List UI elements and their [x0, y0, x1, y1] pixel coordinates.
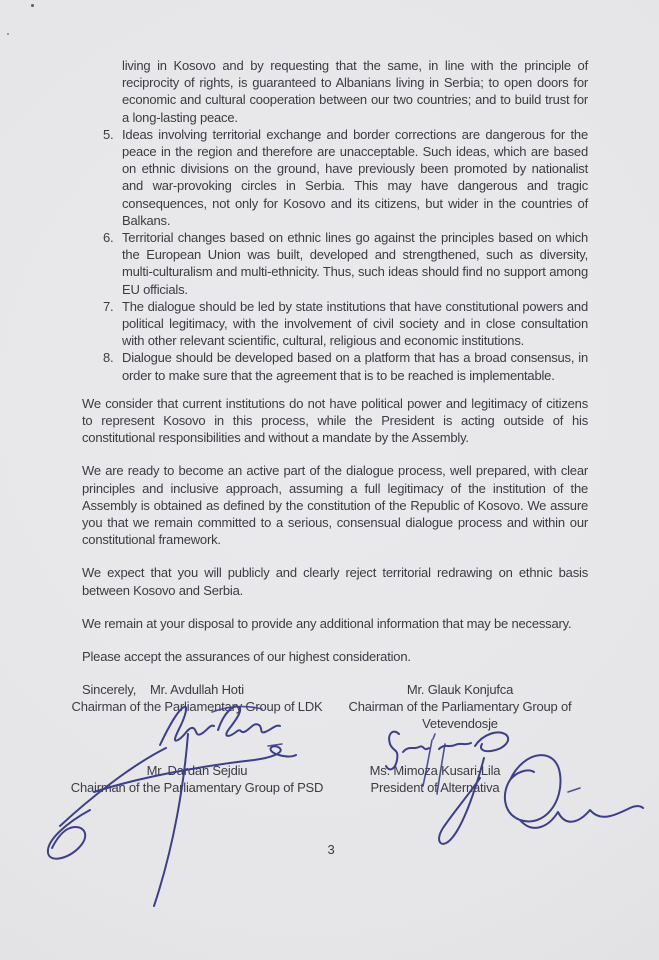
- list-item-text: Territorial changes based on ethnic lines go against the principles based on which the European Union was built, developed and strengthened, such as diversity, multi-culturalism and multi-ethnicity. Thus, such ideas should find no support among EU officials.: [122, 230, 588, 297]
- numbered-list: [103, 126, 588, 384]
- list-item-number: 8.: [103, 350, 114, 366]
- signatory-name: Ms. Mimoza Kusari-Lila: [369, 763, 501, 778]
- paragraph: We expect that you will publicly and clearly reject territorial redrawing on ethnic basis between Kosovo and Serbia.: [82, 565, 588, 598]
- list-item-text: The dialogue should be led by state institutions that have constitutional powers and political legitimacy, with the involvement of civil society and in close consultation with other relevant scientific, cultural, religious and economic institutions.: [122, 298, 588, 349]
- signatory-name: Mr. Avdullah Hoti: [150, 682, 244, 697]
- list-item-text: Ideas involving territorial exchange and border corrections are dangerous for the peace in the region and therefore are unacceptable. Such ideas, which are based on ethnic divisions on the ground, have previously been promoted by nationalist and war-provoking circles in Serbia. This may have dangerous and tragic consequences, not only for Kosovo and its citizens, but wider in the countries of Balkans.: [122, 126, 588, 228]
- list-item: [103, 229, 588, 298]
- page-number: 3: [327, 842, 335, 857]
- list-item-number: 7.: [103, 298, 114, 314]
- signatory-title-line2: Vetevendosje: [422, 716, 498, 731]
- signatory-block-sejdiu: [67, 762, 327, 796]
- signatory-block-kusari: [335, 762, 535, 796]
- list-item-text: Dialogue should be developed based on a platform that has a broad consensus, in order to make sure that the agreement that is to be reached is implementable.: [122, 350, 588, 383]
- paragraph: We remain at your disposal to provide any additional information that may be necessary.: [82, 615, 572, 631]
- list-item: [103, 298, 588, 350]
- paragraph-continuation: living in Kosovo and by requesting that the same, in line with the principle of reciprocity of rights, is guaranteed to Albanians living in Serbia; to open doors for economic and cultural cooperation between our two countries; and to build trust for a long-lasting peace.: [122, 58, 588, 125]
- signatory-block-konjufca: [342, 681, 578, 732]
- signatory-title: Chairman of the Parliamentary Group of PSD: [70, 780, 324, 795]
- signatory-name: Mr. Glauk Konjufca: [406, 682, 514, 697]
- list-item-number: 6.: [103, 230, 114, 246]
- signatory-title: Chairman of the Parliamentary Group of: [348, 699, 572, 714]
- list-item-number: 5.: [103, 126, 114, 142]
- paper-speck: [31, 4, 34, 7]
- signatory-title: President of Alternativa: [370, 780, 500, 795]
- signatory-name: Mr. Dardan Sejdiu: [146, 763, 248, 778]
- signatory-block-hoti: [67, 681, 327, 715]
- signatory-title: Chairman of the Parliamentary Group of LDK: [71, 699, 323, 714]
- closing-salutation: Sincerely,: [82, 682, 137, 698]
- list-item: [103, 126, 588, 229]
- paragraph: We consider that current institutions do not have political power and legitimacy of citizens to represent Kosovo in this process, while the President is acting outside of his constitutional responsibilities and without a mandate by the Assembly.: [82, 395, 588, 446]
- paper-speck: [7, 33, 9, 35]
- paragraph: Please accept the assurances of our highest consideration.: [82, 649, 411, 665]
- list-item: [103, 349, 588, 383]
- handwritten-signature-sejdiu-icon: [38, 722, 330, 908]
- paragraph: We are ready to become an active part of the dialogue process, well prepared, with clear principles and inclusive approach, assuming a full legitimacy of the institution of the Assembly is obtained as defined by the constitution of the Republic of Kosovo. We assure you that we remain committed to a serious, consensual dialogue process and within our constitutional framework.: [82, 463, 588, 548]
